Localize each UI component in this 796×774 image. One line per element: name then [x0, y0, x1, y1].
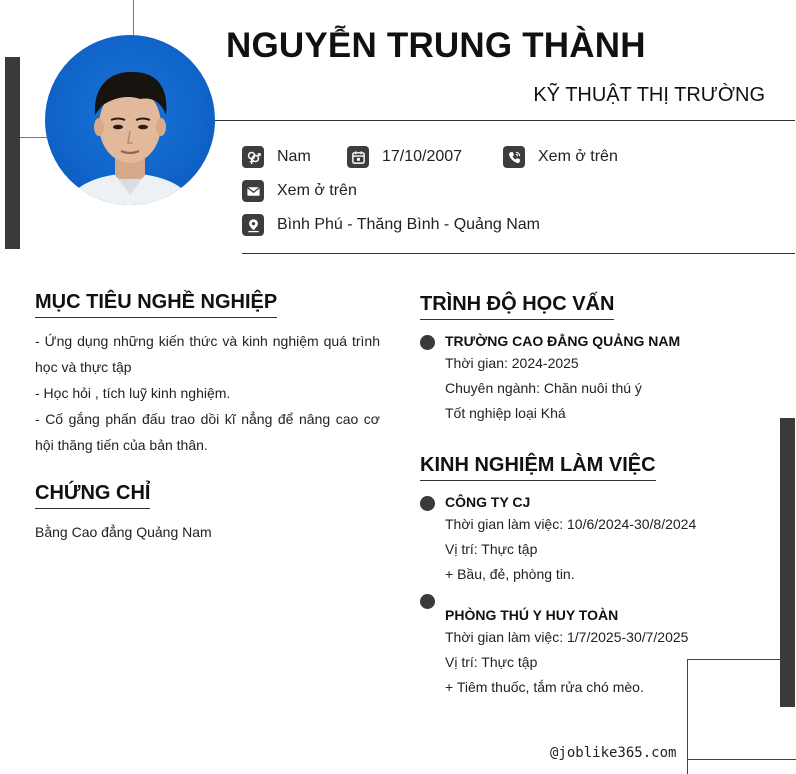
contact-gender	[242, 146, 311, 168]
birthday-text: 17/10/2007	[382, 148, 463, 165]
education-entry	[445, 333, 680, 426]
timeline-dot	[420, 594, 435, 609]
objective-section	[35, 291, 380, 458]
watermark: @joblike365.com	[550, 745, 677, 761]
experience-line: Vị trí: Thực tập	[445, 654, 538, 670]
objective-title: MỤC TIÊU NGHỀ NGHIỆP	[35, 291, 277, 318]
portrait-photo	[45, 35, 215, 205]
experience-section	[420, 454, 656, 481]
experience-entry	[445, 494, 696, 587]
education-section	[420, 293, 614, 320]
contact-address	[242, 214, 540, 236]
education-title: TRÌNH ĐỘ HỌC VẤN	[420, 293, 614, 320]
phone-icon	[503, 146, 525, 168]
header-divider	[215, 120, 795, 121]
objective-line: - Học hỏi , tích luỹ kinh nghiệm.	[35, 385, 231, 401]
experience-entry	[445, 607, 688, 700]
timeline-dot	[420, 335, 435, 350]
certificates-section	[35, 482, 380, 545]
bottom-right-decor-line	[687, 759, 796, 760]
experience-line: + Tiêm thuốc, tắm rửa chó mèo.	[445, 679, 644, 695]
mail-icon	[242, 180, 264, 202]
bottom-right-decor-frame	[687, 659, 781, 774]
objective-line: - Cố gắng phấn đấu trao dồi kĩ nẳng để nâng cao cơ hội thăng tiến của bản thân.	[35, 411, 380, 453]
right-accent-bar	[780, 418, 795, 707]
certificates-title: CHỨNG CHỈ	[35, 482, 150, 509]
education-line: Chuyên ngành: Chăn nuôi thú ý	[445, 380, 642, 396]
education-line: Tốt nghiệp loại Khá	[445, 405, 566, 421]
address-text: Bình Phú - Thăng Bình - Quảng Nam	[277, 216, 540, 233]
contact-email	[242, 180, 357, 202]
left-accent-bar	[5, 57, 20, 249]
gender-icon	[242, 146, 264, 168]
job-title: KỸ THUẬT THỊ TRƯỜNG	[533, 84, 765, 106]
left-decor-line	[20, 137, 48, 138]
contact-divider	[242, 253, 795, 254]
calendar-icon	[347, 146, 369, 168]
location-icon	[242, 214, 264, 236]
experience-title: KINH NGHIỆM LÀM VIỆC	[420, 454, 656, 481]
education-line: Thời gian: 2024-2025	[445, 355, 579, 371]
certificate-item: Bằng Cao đẳng Quảng Nam	[35, 524, 212, 540]
candidate-name: NGUYỄN TRUNG THÀNH	[226, 26, 646, 65]
avatar	[45, 35, 215, 205]
objective-line: - Ứng dụng những kiến thức và kinh nghiệm quá trình học và thực tập	[35, 333, 380, 375]
contact-phone	[503, 146, 618, 168]
contact-birthday	[347, 146, 462, 168]
company-name: PHÒNG THÚ Y HUY TOÀN	[445, 607, 619, 623]
objective-body	[35, 328, 380, 458]
experience-line: + Bầu, đẻ, phòng tin.	[445, 566, 575, 582]
email-text: Xem ở trên	[277, 182, 357, 199]
phone-text: Xem ở trên	[538, 148, 618, 165]
timeline-dot	[420, 496, 435, 511]
experience-line: Vị trí: Thực tập	[445, 541, 538, 557]
gender-text: Nam	[277, 148, 311, 165]
company-name: CÔNG TY CJ	[445, 494, 531, 510]
school-name: TRƯỜNG CAO ĐẲNG QUẢNG NAM	[445, 333, 681, 349]
experience-line: Thời gian làm việc: 1/7/2025-30/7/2025	[445, 629, 689, 645]
experience-line: Thời gian làm việc: 10/6/2024-30/8/2024	[445, 516, 697, 532]
